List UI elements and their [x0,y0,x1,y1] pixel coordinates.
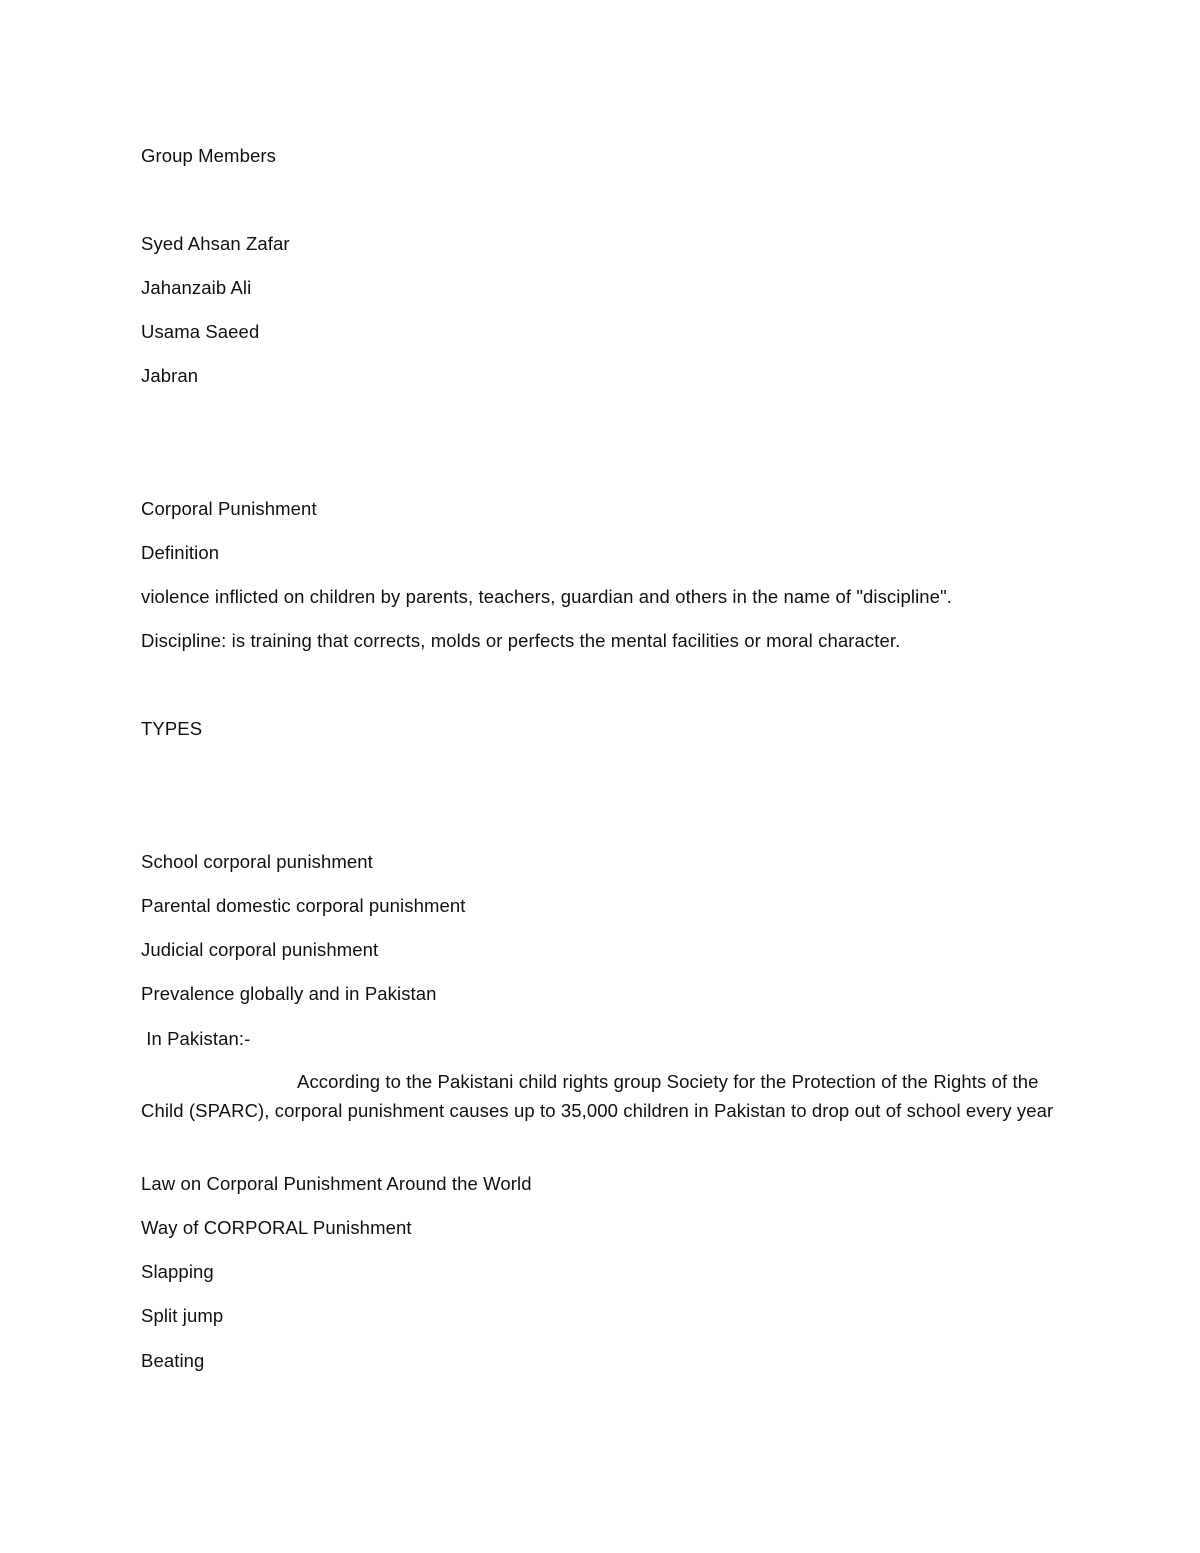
types-heading: TYPES [141,718,203,739]
way-item: Slapping [141,1261,214,1282]
member-name: Usama Saeed [141,321,260,342]
pakistan-paragraph: According to the Pakistani child rights group Society for the Protection of the Rights of the Child (SPARC), corporal punishment causes up to 35,000 children in Pakistan to drop out of school every year [141,1071,1054,1121]
type-item: Parental domestic corporal punishment [141,895,466,916]
ways-heading: Way of CORPORAL Punishment [141,1217,412,1238]
topic-title: Corporal Punishment [141,498,317,519]
group-members-heading: Group Members [141,145,276,166]
way-item: Beating [141,1350,205,1371]
type-item: School corporal punishment [141,851,373,872]
type-item: Judicial corporal punishment [141,939,379,960]
prevalence-heading: Prevalence globally and in Pakistan [141,983,437,1004]
in-pakistan-label: In Pakistan:- [141,1028,251,1049]
member-name: Jahanzaib Ali [141,277,252,298]
definition-heading: Definition [141,542,220,563]
law-heading: Law on Corporal Punishment Around the World [141,1173,532,1194]
definition-text: violence inflicted on children by parents, teachers, guardian and others in the name of "discipline". [141,586,952,607]
discipline-text: Discipline: is training that corrects, molds or perfects the mental facilities or moral character. [141,630,901,651]
member-name: Syed Ahsan Zafar [141,233,290,254]
way-item: Split jump [141,1305,224,1326]
member-name: Jabran [141,365,199,386]
